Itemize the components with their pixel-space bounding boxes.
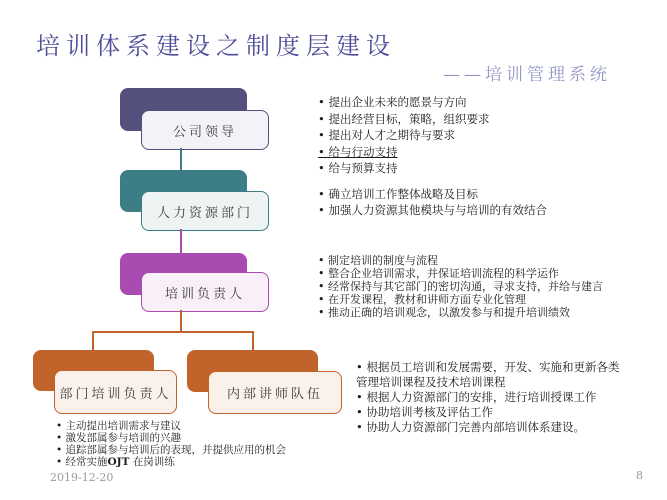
bullet-item: • 追踪部属参与培训后的表现，并提供应用的机会 — [56, 445, 348, 457]
bullets-dept-training-manager — [56, 421, 348, 469]
connector-branch-bar — [92, 331, 254, 333]
bullet-item: • 加强人力资源其他模块与与培训的有效结合 — [318, 203, 653, 219]
bullet-item: • 制定培训的制度与流程 — [318, 255, 666, 268]
bullet-item: • 给与行动支持 — [318, 144, 653, 161]
bullet-item: • 提出企业未来的愿景与方向 — [318, 94, 653, 111]
node-dept-training-manager: 部门培训负责人 — [54, 370, 177, 414]
bullet-item: • 协助培训考核及评估工作 — [356, 405, 628, 420]
bullet-item: • 提出经营目标，策略，组织要求 — [318, 111, 653, 128]
node-internal-lecturers: 内部讲师队伍 — [208, 371, 342, 414]
bullets-hr — [318, 187, 653, 218]
bullet-item: • 经常保持与其它部门的密切沟通，寻求支持，并给与建言 — [318, 281, 666, 294]
connector-branch-stem — [180, 310, 182, 331]
bullet-item: • 提出对人才之期待与要求 — [318, 127, 653, 144]
node-training-manager: 培训负责人 — [141, 272, 269, 312]
connector-branch-right — [252, 331, 254, 350]
bullet-item: • 协助人力资源部门完善内部培训体系建设。 — [356, 420, 628, 435]
ojt-prefix: 经常实施 — [65, 455, 108, 468]
bullet-item: • 给与预算支持 — [318, 160, 653, 177]
node-hr: 人力资源部门 — [141, 191, 269, 231]
ojt-suffix: 在岗训练 — [129, 455, 175, 468]
bullets-leader — [318, 94, 653, 177]
bullets-internal-lecturers — [356, 360, 628, 435]
bullet-item: • 根据人力资源部门的安排，进行培训授课工作 — [356, 390, 628, 405]
page-number: 8 — [636, 469, 643, 482]
bullet-item-ojt — [56, 457, 348, 469]
bullet-item: • 整合企业培训需求，并保证培训流程的科学运作 — [318, 268, 666, 281]
bullet-item: • 推动正确的培训观念，以激发参与和提升培训绩效 — [318, 307, 666, 320]
slide-subtitle: ——培训管理系统 — [443, 65, 611, 85]
bullet-item: • 确立培训工作整体战略及目标 — [318, 187, 653, 203]
slide-title: 培训体系建设之制度层建设 — [36, 32, 396, 60]
connector-branch-left — [92, 331, 94, 350]
ojt-bold: OJT — [107, 455, 130, 468]
bullet-item: • 在开发课程，教材和讲师方面专业化管理 — [318, 294, 666, 307]
connector-leader-hr — [180, 148, 182, 170]
connector-hr-training-manager — [180, 229, 182, 253]
bullets-training-manager — [318, 255, 666, 320]
bullet-item: • 主动提出培训需求与建议 — [56, 421, 348, 433]
node-leader: 公司领导 — [141, 110, 269, 150]
bullet-item: • 根据员工培训和发展需要，开发、实施和更新各类管理培训课程及技术培训课程 — [356, 360, 628, 390]
bullet-item: • 激发部属参与培训的兴趣 — [56, 433, 348, 445]
slide-date: 2019-12-20 — [50, 471, 114, 484]
